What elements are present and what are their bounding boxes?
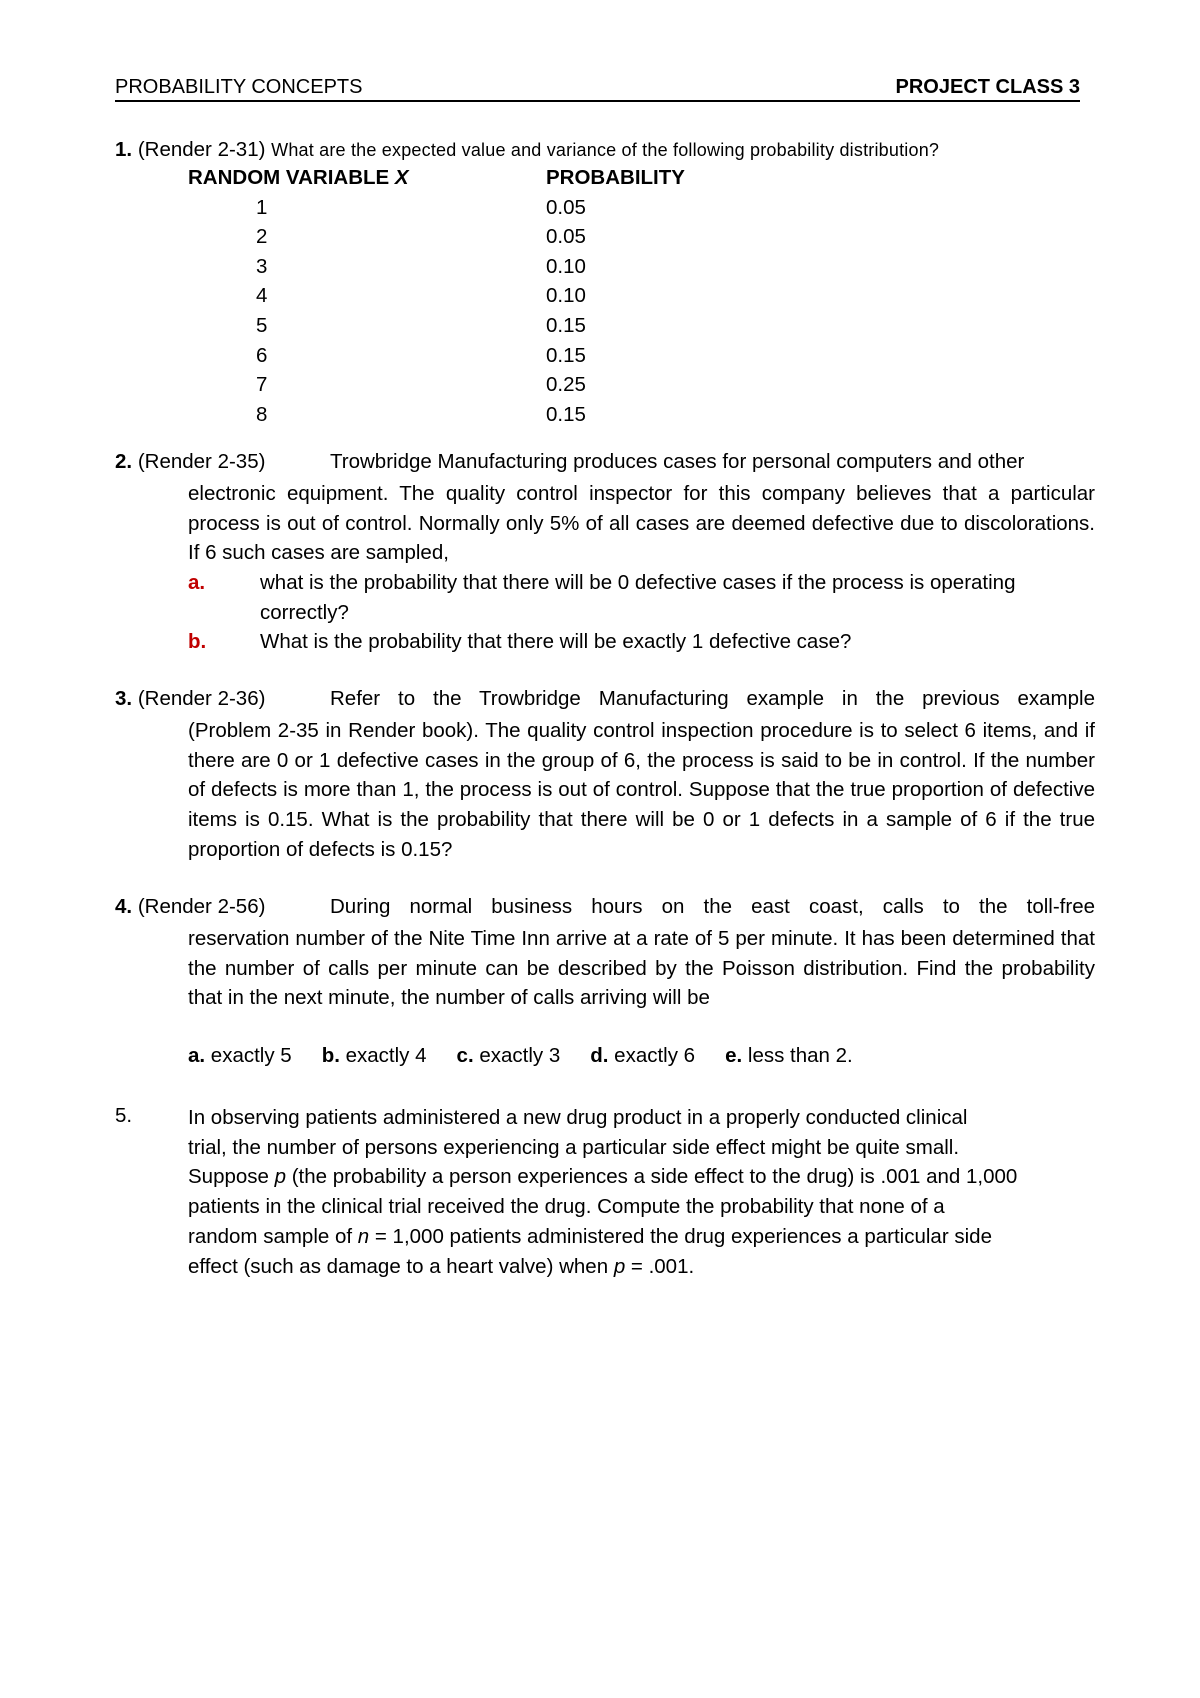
table-cell-probability: 0.05 [546, 195, 586, 219]
q3-line1: Refer to the Trowbridge Manufacturing example in the previous example [330, 687, 1095, 710]
q5-line-1: In observing patients administered a new drug product in a properly conducted clinical [188, 1106, 968, 1129]
header-title: PROBABILITY CONCEPTS [115, 76, 363, 98]
table-cell-probability: 0.15 [546, 314, 586, 337]
table-cell-x: 2 [256, 225, 268, 249]
table-cell-probability: 0.10 [546, 254, 586, 278]
q4-option: d. exactly 6 [590, 1044, 696, 1067]
q3-body: (Problem 2-35 in Render book). The quality control inspection procedure is to select 6 items, and if there are 0 or 1 defective cases in the group of 6, the process is said to be in control. If the number of defects is more than 1, the process is out of control. Suppose that the true proportion of defective items is 0.15. What is the probability that there will be 0 or 1 defects in a sample of 6 if the true proportion of defects is 0.15? [188, 719, 1095, 861]
q2-number: 2. [115, 450, 133, 473]
table-cell-probability: 0.15 [546, 343, 586, 367]
q5-line-3: Suppose p (the probability a person experiences a side effect to the drug) is .001 and 1,000 [188, 1165, 1018, 1189]
q4-option: e. less than 2. [725, 1044, 853, 1067]
table-header-probability: PROBABILITY [546, 166, 685, 189]
q4-option: a. exactly 5 [188, 1044, 292, 1067]
q2-b-label: b. [188, 630, 207, 653]
q1-number: 1. [115, 138, 133, 161]
q1-ref: (Render 2-31) [137, 138, 266, 161]
q4-options [188, 1044, 883, 1068]
q4-option: b. exactly 4 [321, 1044, 427, 1067]
q4-number: 4. [115, 895, 133, 918]
q2-ref: (Render 2-35) [137, 450, 266, 473]
q3-number: 3. [115, 687, 133, 710]
table-cell-probability: 0.15 [546, 402, 586, 426]
table-cell-x: 3 [256, 254, 268, 278]
question-5 [188, 1103, 1068, 1281]
q5-line-6: effect (such as damage to a heart valve) when p = .001. [188, 1254, 695, 1278]
table-header-x: RANDOM VARIABLE X [188, 166, 409, 189]
q5-line-2: trial, the number of persons experiencing a particular side effect might be quite small. [188, 1135, 960, 1159]
page-header [115, 74, 1080, 102]
q2-b-text: What is the probability that there will be exactly 1 defective case? [260, 630, 852, 653]
q4-option: c. exactly 3 [456, 1044, 561, 1067]
table-cell-probability: 0.05 [546, 225, 586, 249]
table-cell-x: 7 [256, 373, 268, 397]
table-cell-x: 8 [256, 402, 268, 426]
q4-line1: During normal business hours on the east coast, calls to the toll-free [330, 895, 1095, 918]
q1-text: What are the expected value and variance of the following probability distribution? [271, 140, 940, 160]
table-cell-x: 4 [256, 284, 268, 308]
q3-ref: (Render 2-36) [137, 687, 266, 710]
q5-line-4: patients in the clinical trial received the drug. Compute the probability that none of a [188, 1195, 945, 1219]
question-1 [115, 138, 939, 162]
q2-a-text: what is the probability that there will be 0 defective cases if the process is operating correctly? [260, 571, 1016, 624]
q5-line-5: random sample of n = 1,000 patients administered the drug experiences a particular side [188, 1224, 992, 1248]
header-class: PROJECT CLASS 3 [895, 76, 1080, 98]
q4-ref: (Render 2-56) [137, 895, 266, 918]
q2-a-label: a. [188, 571, 206, 594]
table-cell-x: 1 [256, 195, 268, 219]
table-cell-probability: 0.10 [546, 284, 586, 308]
q2-line1: Trowbridge Manufacturing produces cases for personal computers and other [330, 450, 1025, 473]
q2-body: electronic equipment. The quality control inspector for this company believes that a particular process is out of control. Normally only 5% of all cases are deemed defective due to discolorations. If 6 such cases are sampled, [188, 482, 1095, 565]
table-cell-x: 6 [256, 343, 268, 367]
q5-number: 5. [115, 1104, 133, 1127]
question-3 [115, 687, 1095, 711]
question-2 [115, 450, 1095, 474]
q4-body: reservation number of the Nite Time Inn arrive at a rate of 5 per minute. It has been determined that the number of calls per minute can be described by the Poisson distribution. Find the probability that in the next minute, the number of calls arriving will be [188, 927, 1095, 1010]
table-cell-probability: 0.25 [546, 373, 586, 397]
table-cell-x: 5 [256, 314, 268, 337]
question-4 [115, 895, 1095, 919]
